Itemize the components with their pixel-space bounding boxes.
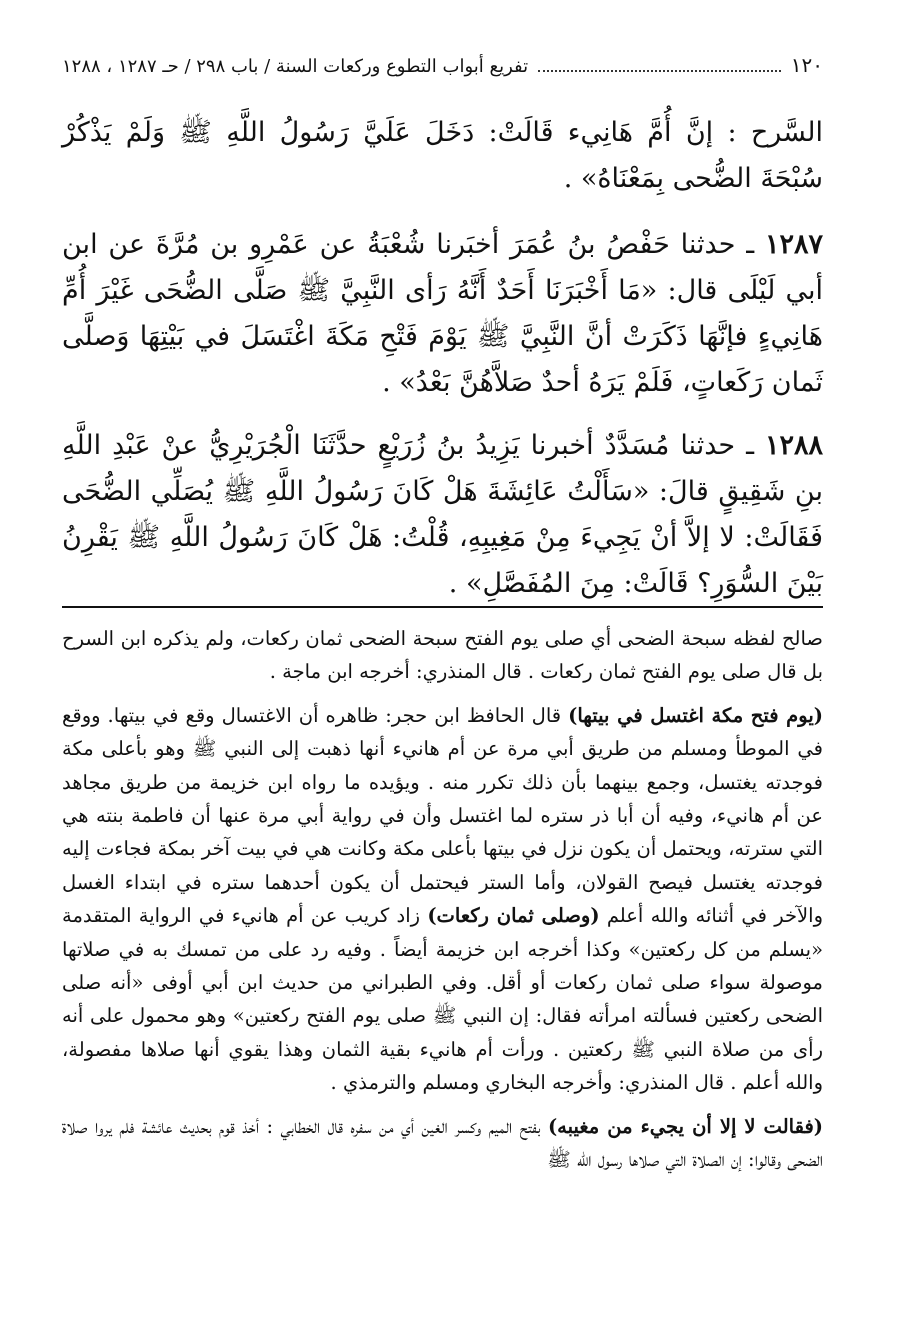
hadith-1287 [62, 222, 823, 406]
header-leader-dots [538, 58, 781, 72]
hadith-text: ـ حدثنا حَفْصُ بنُ عُمَرَ أخبَرنا شُعْبَةُ عن عَمْرِو بن مُرَّةَ عن ابن أبي لَيْلَى قال: «مَا أَخْبَرَنَا أَحَدٌ أَنَّهُ رَأى النَّبِيَّ ﷺ صَلَّى الضُّحَى غَيْرَ أُمِّ هَانِيءٍ فإنَّهَا ذَكَرَتْ أنَّ النَّبِيَّ ﷺ يَوْمَ فَتْحِ مَكَةَ اغْتَسَلَ في بَيْتِهَا وَصلَّى ثَمان رَكَعاتٍ، فَلَمْ يَرَهُ أحدٌ صَلاَّهُنَّ بَعْدُ» . [62, 229, 823, 398]
commentary-heading: (فقالت لا إلا أن يجيء من مغيبه) [547, 1114, 824, 1138]
hadith-text: السَّرح : إنَّ أُمَّ هَانِيء قَالَتْ: دَخَلَ عَلَيَّ رَسُولُ اللَّهِ ﷺ وَلَمْ يَذْكُرْ سُبْحَةَ الضُّحى بِمَعْنَاهُ» . [62, 117, 823, 194]
commentary-heading: (وصلى ثمان ركعات) [427, 904, 600, 928]
running-title: تفريع أبواب التطوع وركعات السنة / باب ٢٩٨ / حـ ١٢٨٧ ، ١٢٨٨ [62, 56, 529, 77]
page-number: ١٢٠ [790, 53, 823, 77]
commentary-paragraph [62, 1110, 823, 1177]
commentary-text: قال الحافظ ابن حجر: ظاهره أن الاغتسال وقع في بيتها. ووقع في الموطأ ومسلم من طريق أبي مرة عن أم هانيء أنها ذهبت إلى النبي ﷺ وهو بأعلى مكة فوجدته يغتسل، وجمع بينهما بأن ذلك تكرر منه . ويؤيده ما رواه ابن خزيمة من طريق مجاهد عن أم هانيء، وفيه أن أبا ذر ستره لما اغتسل وأن في رواية أبي مرة عنها أن فاطمة بنته هي التي سترته، ويحتمل أن يكون نزل في بيتها بأعلى مكة وكانت هي في بيت آخر بمكة فجاءت إليه فوجدته يغتسل فيصح القولان، وأما الستر فيحتمل أن يكون أحدهما ستره في ابتداء الغسل والآخر في أثنائه والله أعلم [62, 703, 823, 928]
footnote-divider [62, 606, 823, 608]
hadith-number: ١٢٨٨ [764, 430, 823, 461]
hadith-1288 [62, 423, 823, 607]
page-header [62, 52, 823, 80]
commentary-heading: (يوم فتح مكة اغتسل في بيتها) [568, 703, 823, 727]
hadith-continuation [62, 110, 823, 202]
commentary-paragraph [62, 699, 823, 1100]
commentary [62, 622, 823, 1187]
commentary-text: بفتح الميم وكسر الغين أي من سفره قال الخطابي : أخذ قوم بحديث عائشة فلم يروا صلاة الضحى وقالوا: إن الصلاة التي صلاها رسول الله ﷺ [62, 1114, 823, 1172]
commentary-paragraph [62, 622, 823, 689]
hadith-number: ١٢٨٧ [764, 229, 823, 260]
hadith-text: ـ حدثنا مُسَدَّدٌ أخبرنا يَزِيدُ بنُ زُرَيْعٍ حدَّثَنَا الْجُرَيْرِيُّ عنْ عَبْدِ اللَّهِ بنِ شَقِيقٍ قالَ: «سَأَلْتُ عَائِشَةَ هَلْ كَانَ رَسُولُ اللَّهِ ﷺ يُصَلِّي الضُّحَى فَقَالَتْ: لا إلاَّ أنْ يَجِيءَ مِنْ مَغِيبِهِ، قُلْتُ: هَلْ كَانَ رَسُولُ اللَّهِ ﷺ يَقْرِنُ بَيْنَ السُّوَرِ؟ قَالَتْ: مِنَ المُفَصَّلِ» . [62, 430, 823, 599]
commentary-text: صالح لفظه سبحة الضحى أي صلى يوم الفتح سبحة الضحى ثمان ركعات، ولم يذكره ابن السرح بل قال صلى يوم الفتح ثمان ركعات . قال المنذري: أخرجه ابن ماجة . [62, 627, 823, 684]
commentary-text: زاد كريب عن أم هانيء في الرواية المتقدمة «يسلم من كل ركعتين» وكذا أخرجه ابن خزيمة أيضاً . وفيه رد على من تمسك به في صلاتها موصولة سواء صلى ثمان ركعات أو أقل. وفي الطبراني من حديث ابن أبي أوفى «أنه صلى الضحى ركعتين فسألته امرأته فقال: إن النبي ﷺ صلى يوم الفتح ركعتين» وهو محمول على أنه رأى من صلاة النبي ﷺ ركعتين . ورأت أم هانيء بقية الثمان وهذا يقوي أنها صلاها مفصولة، والله أعلم . قال المنذري: وأخرجه البخاري ومسلم والترمذي . [62, 904, 823, 1095]
